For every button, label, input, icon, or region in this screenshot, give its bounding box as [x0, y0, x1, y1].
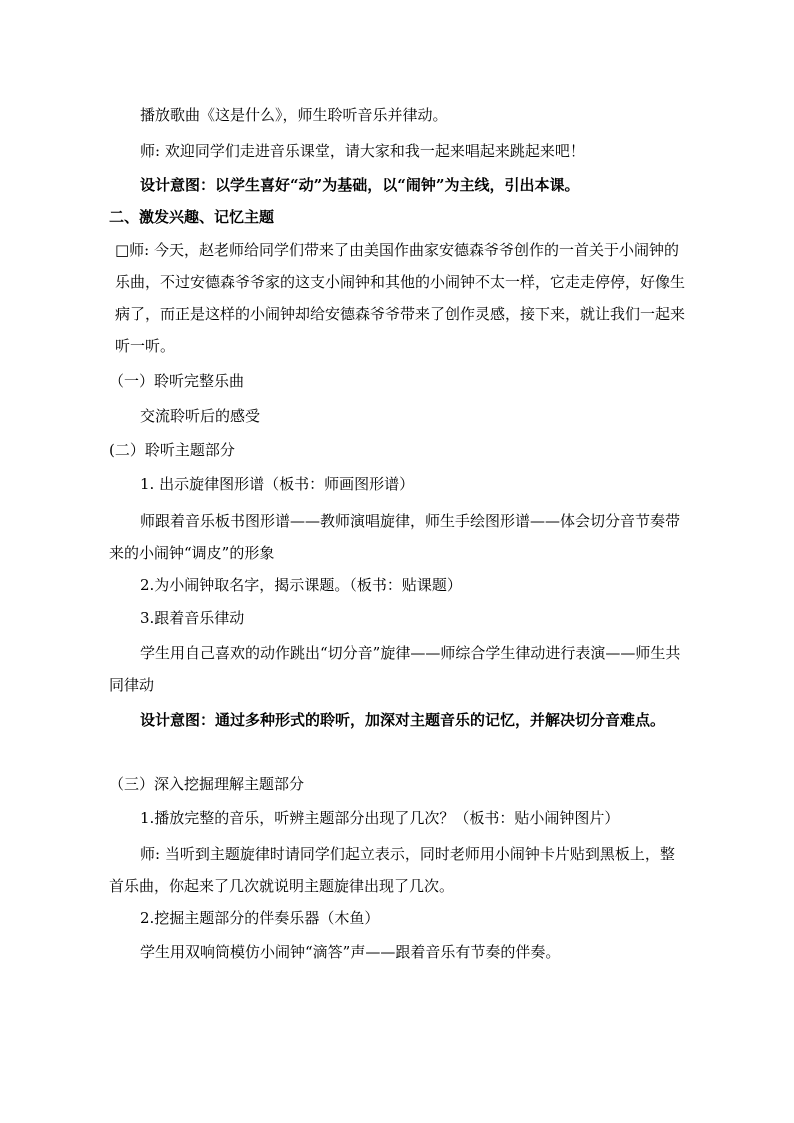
subsection-3-heading: （三）深入挖掘理解主题部分	[109, 775, 305, 793]
subsection-2-heading: (二）聆听主题部分	[109, 441, 235, 459]
subsection-2-item-2: 2.为小闹钟取名字，揭示课题。（板书：贴课题）	[140, 576, 462, 594]
subsection-1-heading: （一）聆听完整乐曲	[109, 372, 245, 390]
paragraph-teacher-welcome: 师: 欢迎同学们走进音乐课堂，请大家和我一起来唱起来跳起来吧！	[140, 142, 585, 160]
subsection-2-paragraph-1: 师跟着音乐板书图形谱——教师演唱旋律，师生手绘图形谱——体会切分音节奏带来的小闹钟“调皮”的形象	[109, 512, 681, 562]
section-heading-2: 二、激发兴趣、记忆主题	[109, 208, 275, 226]
subsection-1-text: 交流聆听后的感受	[140, 407, 261, 425]
subsection-2-item-1: 1. 出示旋律图形谱（板书：师画图形谱）	[140, 475, 415, 493]
design-intent-1: 设计意图：以学生喜好“动”为基础，以“闹钟”为主线，引出本课。	[140, 176, 580, 194]
subsection-3-paragraph-2: 学生用双响筒模仿小闹钟“滴答”声——跟着音乐有节奏的伴奏。	[140, 943, 561, 961]
design-intent-2: 设计意图：通过多种形式的聆听，加深对主题音乐的记忆，并解决切分音难点。	[140, 711, 666, 729]
paragraph-teacher-intro: □师: 今天，赵老师给同学们带来了由美国作曲家安德森爷爷创作的一首关于小闹钟的乐曲，不过安德森爷爷家的这支小闹钟和其他的小闹钟不太一样，它走走停停，好像生病了，而正是这样的小闹钟却给安德森爷爷带来了创作灵感，接下来，就让我们一起来听一听。	[115, 241, 686, 355]
subsection-3-item-1: 1.播放完整的音乐，听辨主题部分出现了几次？（板书：贴小闹钟图片）	[140, 809, 620, 827]
subsection-2-item-3: 3.跟着音乐律动	[140, 609, 245, 627]
paragraph-play-song: 播放歌曲《这是什么》，师生聆听音乐并律动。	[140, 106, 448, 124]
subsection-2-paragraph-3: 学生用自己喜欢的动作跳出“切分音”旋律——师综合学生律动进行表演——师生共同律动	[109, 644, 681, 694]
subsection-3-paragraph-1: 师: 当听到主题旋律时请同学们起立表示，同时老师用小闹钟卡片贴到黑板上，整首乐曲，你起来了几次就说明主题旋律出现了几次。	[109, 845, 675, 895]
subsection-3-item-2: 2.挖掘主题部分的伴奏乐器（木鱼）	[140, 909, 380, 927]
